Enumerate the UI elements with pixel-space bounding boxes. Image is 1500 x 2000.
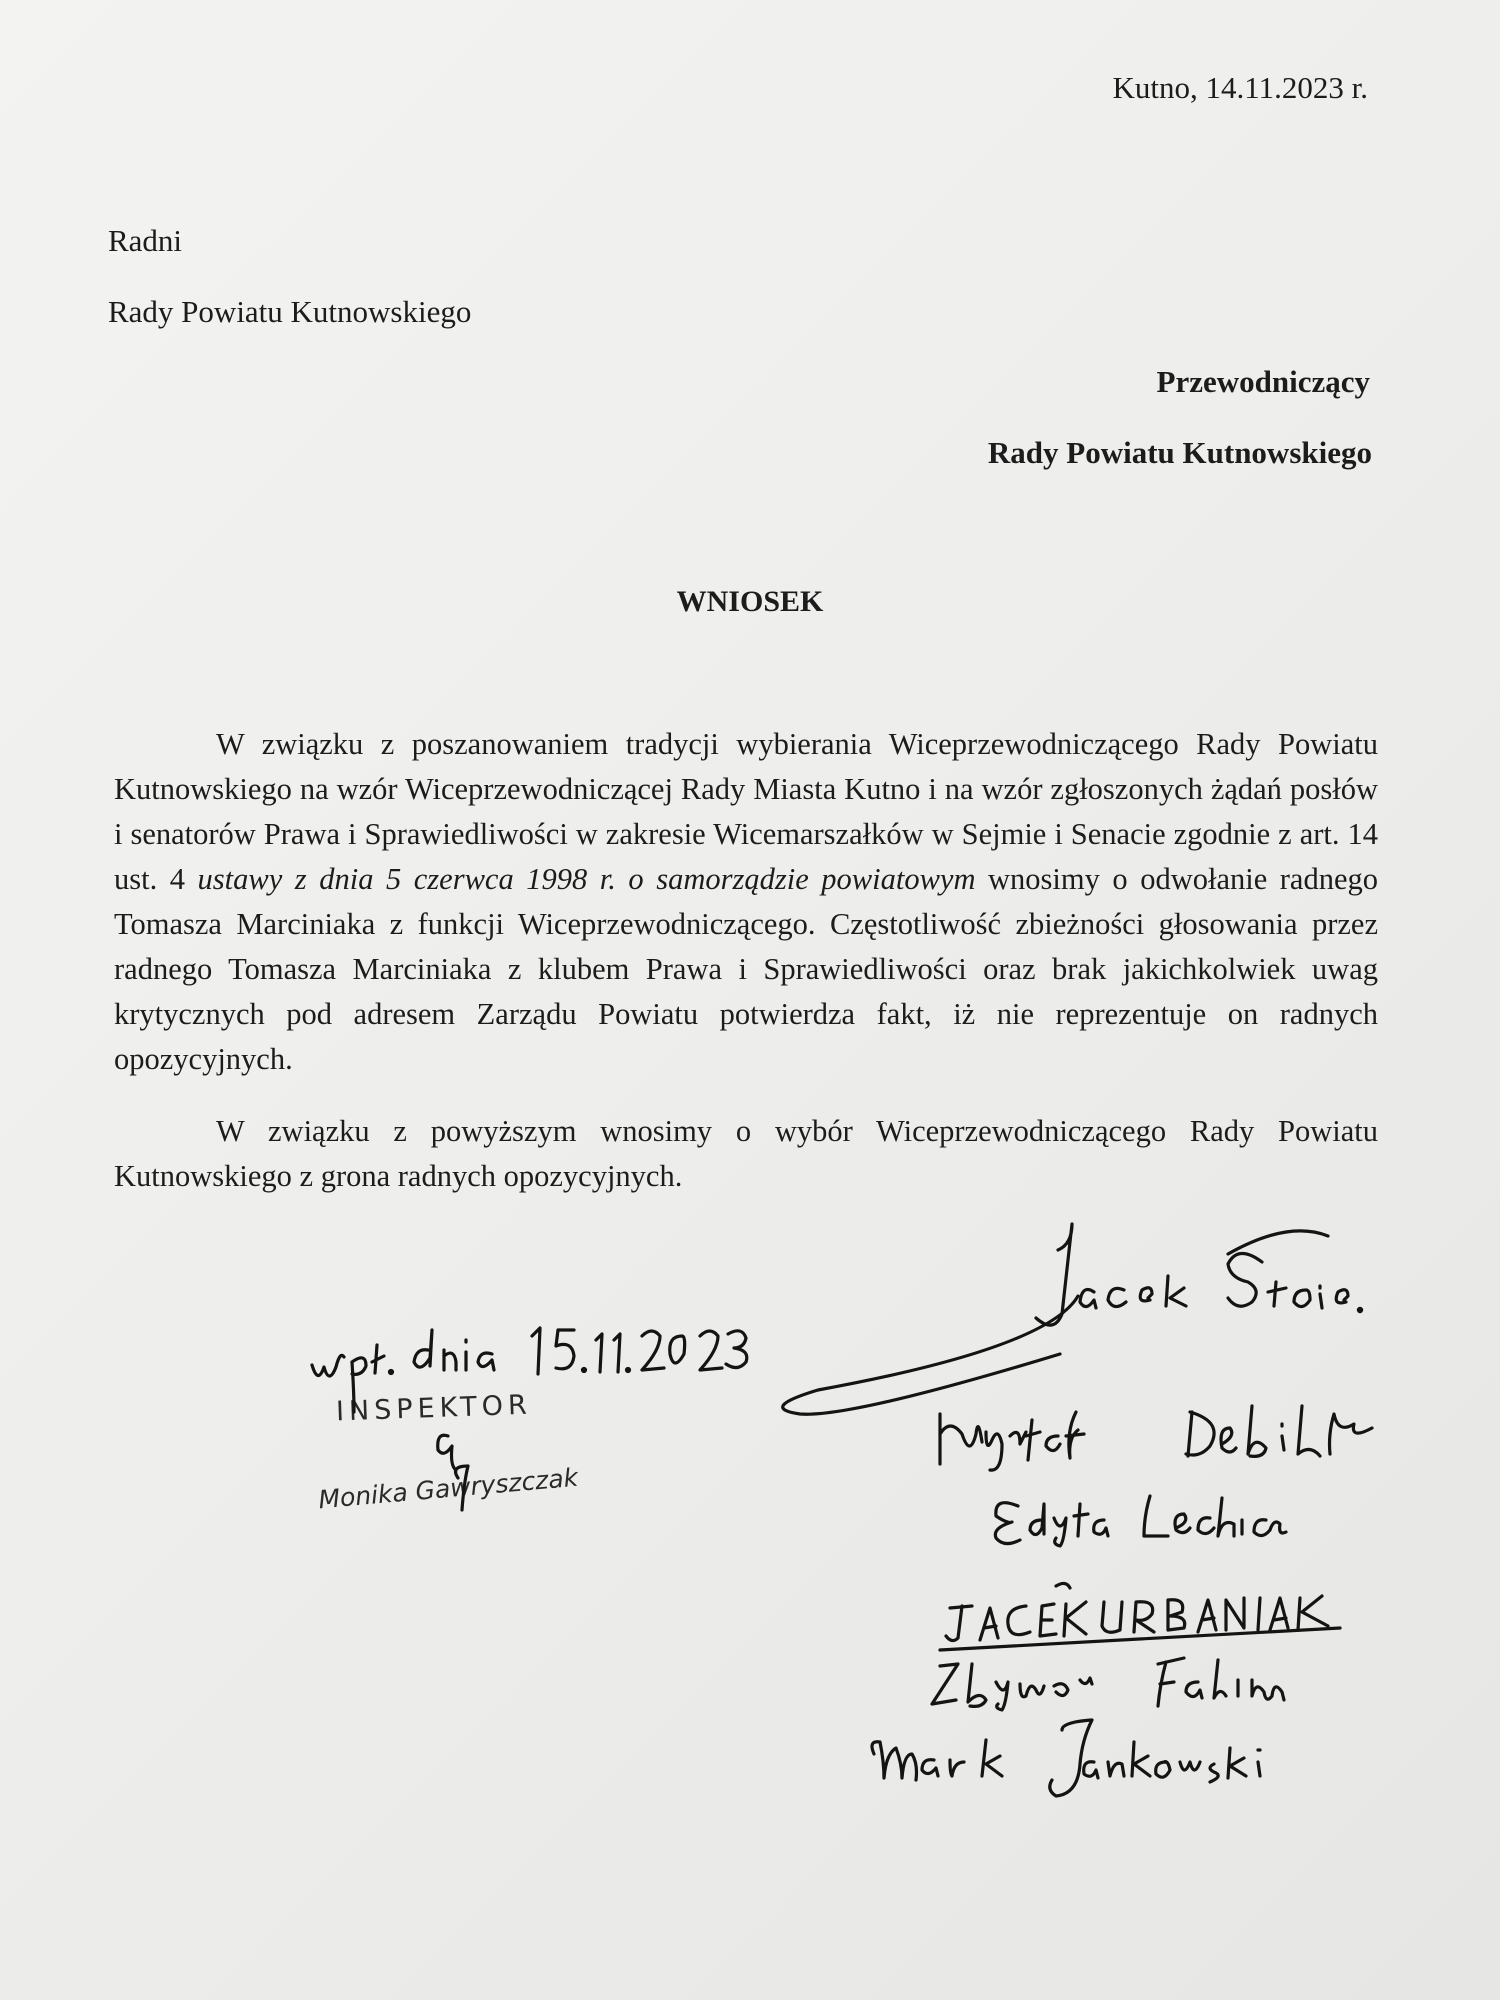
sender-line-2: Rady Powiatu Kutnowskiego [108,294,472,329]
signature-2 [940,1406,1372,1470]
stamp-initials [438,1435,468,1510]
recipient-line-1: Przewodniczący [1156,364,1370,399]
signature-6 [872,1720,1260,1796]
stamp-title: INSPEKTOR [335,1389,533,1428]
signature-3 [995,1496,1286,1546]
recipient-line-2: Rady Powiatu Kutnowskiego [987,435,1372,470]
place-date: Kutno, 14.11.2023 r. [1112,70,1368,105]
stamp-name: Monika Gawryszczak [317,1462,580,1515]
receipt-handwritten-note [312,1328,747,1412]
paragraph-1-text-a: W związku z poszanowaniem tradycji wybierania Wiceprzewodniczącego Rady Powiatu Kutnowskiego na wzór Wiceprzewodniczącej Rady Miasta Kutno i na wzór zgłoszonych żądań posłów i senatorów Prawa i Sprawiedliwości w zakresie Wicemarszałków w Sejmie i Senacie zgodnie z art. 14 ust. 4 [114,727,1378,896]
paragraph-2-text: W związku z powyższym wnosimy o wybór Wiceprzewodniczącego Rady Powiatu Kutnowskiego z grona radnych opozycyjnych. [114,1114,1378,1193]
paragraph-1-text-b: wnosimy o odwołanie radnego Tomasza Marciniaka z funkcji Wiceprzewodniczącego. Częstotliwość zbieżności głosowania przez radnego Tomasza Marciniaka z klubem Prawa i Sprawiedliwości oraz brak jakichkolwiek uwag krytycznych pod adresem Zarządu Powiatu potwierdza fakt, iż nie reprezentuje on radnych opozycyjnych. [114,862,1379,1076]
signature-5 [932,1658,1284,1710]
signature-4 [940,1583,1340,1650]
document-title: WNIOSEK [676,585,824,618]
paragraph-1-statute-italic: ustawy z dnia 5 czerwca 1998 r. o samorządzie powiatowym [197,862,976,896]
sender-line-1: Radni [108,223,183,258]
signature-1 [783,1224,1362,1414]
